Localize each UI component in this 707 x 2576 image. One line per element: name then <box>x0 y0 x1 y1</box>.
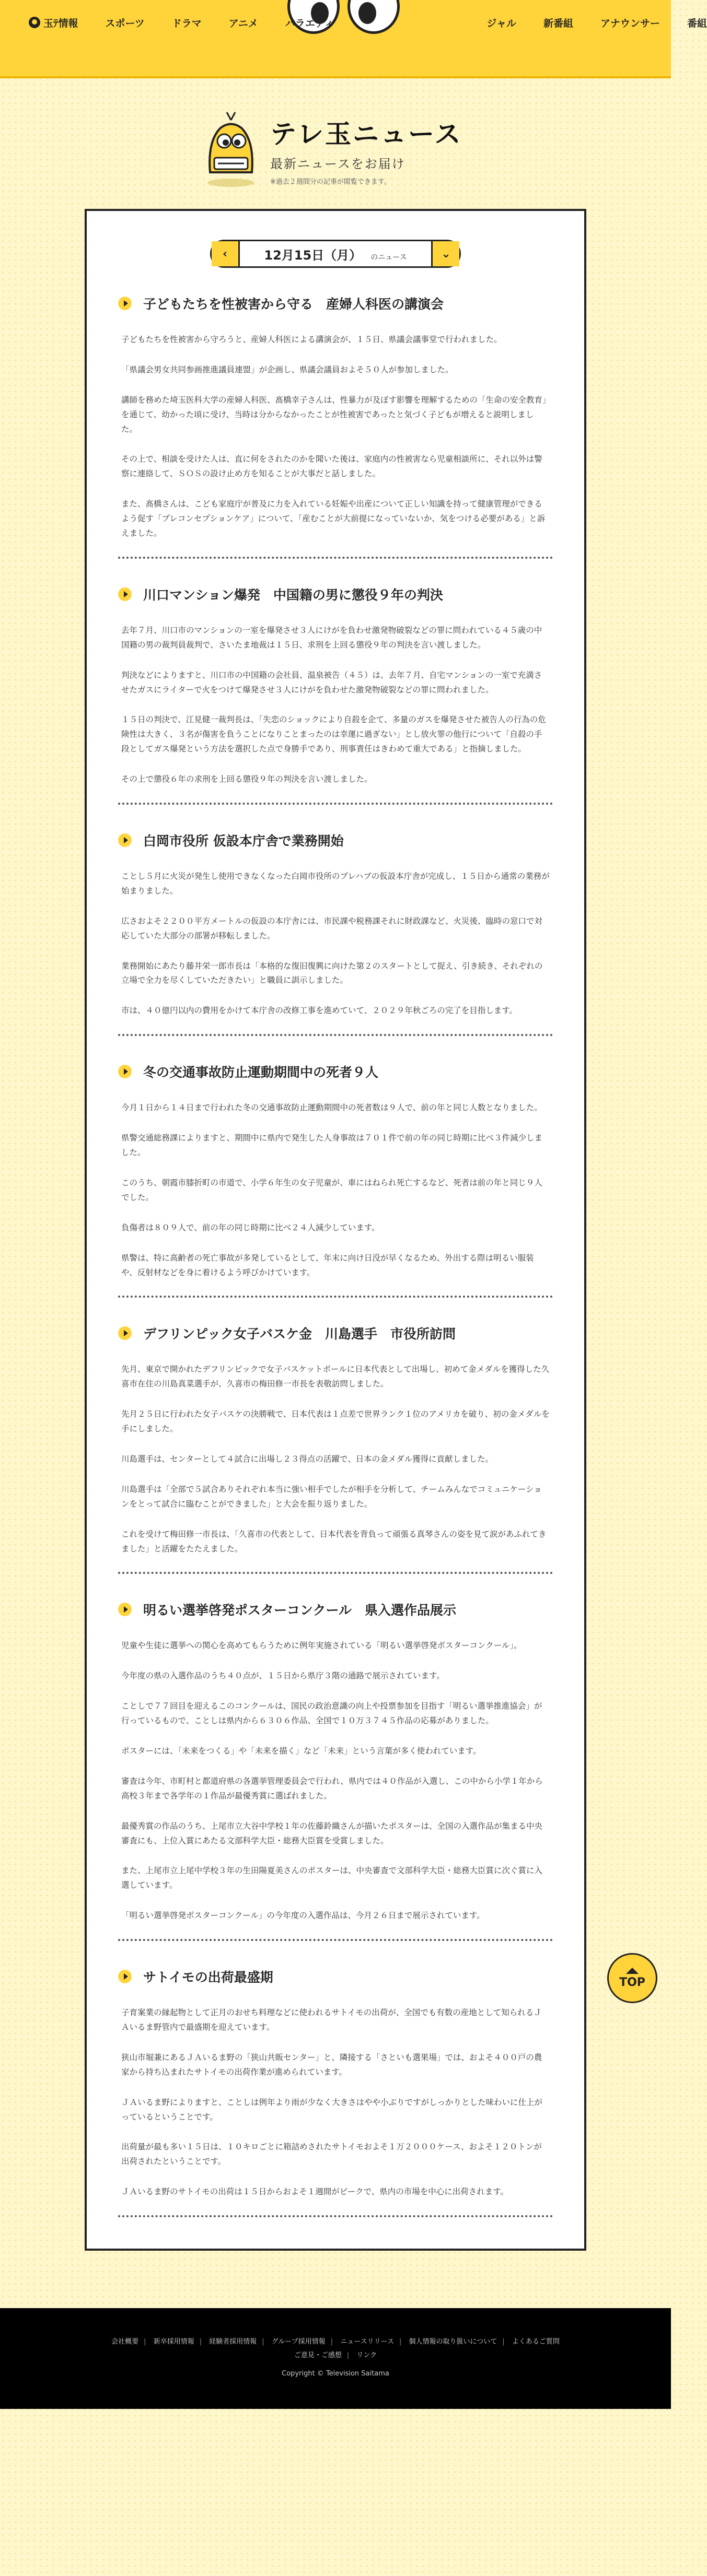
news-article <box>118 1600 553 1941</box>
footer-link-privacy[interactable]: 個人情報の取り扱いについて <box>409 2338 497 2346</box>
date-selector <box>210 240 461 268</box>
news-article <box>118 1324 553 1574</box>
article-title-text: サトイモの出荷最盛期 <box>143 1970 273 1985</box>
footer-link-group[interactable]: グループ採用情報 <box>271 2338 326 2346</box>
play-bullet-icon <box>118 1326 132 1340</box>
footer-link-company[interactable]: 会社概要 <box>111 2338 139 2346</box>
article-paragraph: これを受けて梅田修一市長は、「久喜市の代表として、日本代表を背負って頑張る真琴さんの姿を見て涙があふれてきました」と活躍をたたえました。 <box>121 1529 547 1554</box>
article-title-text: デフリンピック女子バスケ金 川島選手 市役所訪問 <box>143 1326 456 1342</box>
article-paragraph: 今年度の県の入選作品のうち４０点が、１５日から県庁３階の通路で展示されています。 <box>121 1671 445 1681</box>
footer-links: 会社概要 | 新卒採用情報 | 経験者採用情報 | グループ採用情報 | ニュースリリース | 個人情報の取り扱いについて | よくあるご質問 ご意見・ご感想 | リンク <box>111 2338 560 2360</box>
nav-item-sports[interactable]: スポーツ <box>105 17 145 29</box>
footer-link-feedback[interactable]: ご意見・ご感想 <box>294 2351 342 2360</box>
article-divider <box>118 803 553 805</box>
article-title <box>118 294 553 313</box>
nav-item-newprog[interactable]: 新番組 <box>543 17 573 29</box>
nav-item-home[interactable] <box>29 16 78 30</box>
article-paragraph: 最優秀賞の作品のうち、上尾市立大谷中学校１年の佐藤鈴織さんが描いたポスターは、全国の入選作品が集まる中央審査にも、上位入賞にあたる文部科学大臣・総務大臣賞を受賞しました。 <box>121 1821 543 1845</box>
news-article <box>118 1967 553 2217</box>
nav-item-event[interactable]: 番組 <box>687 17 707 29</box>
news-article <box>118 1062 553 1298</box>
article-paragraph: ＪＡいるま野によりますと、ことしは例年より雨が少なく大きさはやや小ぶりですがしっかりとした味わいに仕上がっているということです。 <box>121 2097 543 2122</box>
article-paragraph: 県警交通総務課によりますと、期間中に県内で発生した人身事故は７０１件で前の年の同じ時期に比べ３件減少しました。 <box>121 1133 543 1158</box>
global-nav <box>0 9 707 36</box>
article-paragraph: ことし５月に火災が発生し使用できなくなった白岡市役所のプレハブの仮設本庁舎が完成し、１５日から通常の業務が始まりました。 <box>121 872 550 896</box>
footer-link-faq[interactable]: よくあるご質問 <box>512 2338 560 2346</box>
article-paragraph: 業務開始にあたり藤井栄一郎市長は「本格的な復旧復興に向けた第２のスタートとして捉え、引き続き、それぞれの立場で全力を尽くしていただきたい」と職員に訓示しました。 <box>121 961 543 985</box>
arrow-up-icon <box>626 1968 639 1974</box>
article-paragraph: 児童や生徒に選挙への関心を高めてもらうために例年実施されている「明るい選挙啓発ポスターコンクール」。 <box>121 1641 522 1651</box>
article-title <box>118 1062 553 1081</box>
article-paragraph: 「明るい選挙啓発ポスターコンクール」の今年度の入選作品は、今月２６日まで展示されています。 <box>121 1911 485 1921</box>
header-wave-decoration <box>0 63 671 78</box>
article-title-text: 明るい選挙啓発ポスターコンクール 県入選作品展示 <box>143 1603 457 1618</box>
home-logo-icon <box>29 17 40 28</box>
article-title <box>118 1600 553 1619</box>
article-title <box>118 1967 553 1986</box>
article-paragraph: 子どもたちを性被害から守ろうと、産婦人科医による講演会が、１５日、県議会議事堂で行われました。 <box>121 335 502 344</box>
article-title-text: 子どもたちを性被害から守る 産婦人科医の講演会 <box>143 297 444 312</box>
article-paragraph: 出荷量が最も多い１５日は、１０キロごとに箱詰めされたサトイモおよそ１万２０００ケース、およそ１２０トンが出荷されたということです。 <box>121 2142 542 2167</box>
chevron-down-icon: ⌄ <box>441 247 451 261</box>
site-header <box>0 0 707 78</box>
article-title <box>118 831 553 850</box>
article-divider <box>118 1939 553 1941</box>
article-paragraph: 狭山市堀兼にあるＪＡいるま野の「狭山共販センター」と、隣接する「さといも選果場」では、およそ４００戸の農家から持ち込まれたサトイモの出荷作業が進められています。 <box>121 2052 542 2077</box>
article-paragraph: 広さおよそ２２００平方メートルの仮設の本庁舎には、市民課や税務課それに財政課など、火災後、臨時の窓口で対応していた大部分の部署が移転しました。 <box>121 916 543 940</box>
article-paragraph: 先月、東京で開かれたデフリンピックで女子バスケットボールに日本代表として出場し、初めて金メダルを獲得した久喜市在住の川島真菜選手が、久喜市の梅田修一市長を表敬訪問しました。 <box>121 1365 550 1389</box>
article-paragraph: 川島選手は、センターとして４試合に出場し２３得点の活躍で、日本の金メダル獲得に貢献しました。 <box>121 1454 494 1464</box>
article-paragraph: 今月１日から１４日まで行われた冬の交通事故防止運動期間中の死者数は９人で、前の年と同じ人数となりました。 <box>121 1103 542 1113</box>
article-title-text: 白岡市役所 仮設本庁舎で業務開始 <box>143 833 344 849</box>
article-paragraph: 「県議会男女共同参画推進議員連盟」が企画し、県議会議員およそ５０人が参加しました。 <box>121 364 454 374</box>
nav-item-genre[interactable]: ジャル <box>486 17 516 29</box>
article-paragraph: 県警は、特に高齢者の死亡事故が多発しているとして、年末に向け日没が早くなるため、外出する際は明るい服装や、反射材などを身に着けるよう呼びかけています。 <box>121 1253 534 1277</box>
nav-item-drama[interactable]: ドラマ <box>171 17 202 29</box>
play-bullet-icon <box>118 1065 132 1078</box>
article-paragraph: また、髙橋さんは、こども家庭庁が普及に力を入れている妊娠や出産について正しい知識を持って健康管理ができるよう促す「プレコンセプションケア」について、「産むことが大前提になっていないか、気をつける必要がある」と訴えました。 <box>121 499 546 538</box>
article-title <box>118 585 553 604</box>
date-suffix-label: のニュース <box>370 253 407 262</box>
page-title: テレ玉ニュース <box>270 119 462 149</box>
page-title-block <box>200 110 471 198</box>
play-bullet-icon <box>118 1603 132 1616</box>
article-paragraph: 審査は今年、市町村と都道府県の各選挙管理委員会で行われ、県内では４０作品が入選し、この中から小学１年から高校３年まで各学年の１作品が最優秀賞に選ばれました。 <box>121 1776 543 1801</box>
current-date-label: 12月15日（月） <box>264 248 362 263</box>
play-bullet-icon <box>118 297 132 310</box>
news-mascot-icon <box>200 110 262 188</box>
footer-link-links[interactable]: リンク <box>356 2351 377 2360</box>
top-button-label: TOP <box>619 1975 645 1989</box>
article-paragraph: 負傷者は８０９人で、前の年の同じ時期に比べ２４人減少しています。 <box>121 1222 380 1232</box>
article-paragraph: その上で懲役６年の求刑を上回る懲役９年の判決を言い渡しました。 <box>121 774 373 784</box>
news-article <box>118 294 553 559</box>
play-bullet-icon <box>118 1970 132 1983</box>
copyright-text: Copyright © Television Saitama <box>282 2370 389 2378</box>
article-paragraph: 子育案業の縁起物として正月のおせち料理などに使われるサトイモの出荷が、全国でも有数の産地として知られるＪＡいるま野管内で最盛期を迎えています。 <box>121 2008 542 2032</box>
nav-item-anime[interactable]: アニメ <box>228 17 258 29</box>
nav-item-label: 玉ﾃ情報 <box>43 17 78 29</box>
article-divider <box>118 1572 553 1574</box>
back-to-top-button[interactable] <box>607 1953 657 2003</box>
chevron-left-icon: ‹ <box>222 247 228 261</box>
date-display <box>240 245 431 263</box>
news-main-box <box>85 209 586 2251</box>
site-footer <box>0 2308 671 2409</box>
play-bullet-icon <box>118 833 132 847</box>
article-paragraph: １５日の判決で、江見健一裁判長は、「失恋のショックにより自殺を企て、多量のガスを爆発させた被告人の行為の危険性は大きく、３名が傷害を負うことになりことまったのは幸運に過ぎない」とし放火罪の他行について「自殺の手段としてガス爆発という方法を選択した点で身勝手であり、刑事責任はきわめて重大である」と指摘しました。 <box>121 715 546 754</box>
article-paragraph: ポスターには、「未来をつくる」や「未来を描く」など「未来」という言葉が多く使われています。 <box>121 1746 481 1756</box>
article-paragraph: 講師を務めた埼玉医科大学の産婦人科医、髙橋幸子さんは、性暴力が及ぼす影響を理解するための「生命の安全教育」を通じて、幼かった頃に受け、当時は分からなかったことが性被害であったと気づく子どもが増えると説明しました。 <box>121 395 547 434</box>
nav-item-variety[interactable]: バラエティ <box>285 17 334 29</box>
article-paragraph: 市は、４０億円以内の費用をかけて本庁舎の改修工事を進めていて、２０２９年秋ごろの完了を目指します。 <box>121 1006 517 1016</box>
title-text <box>270 121 462 186</box>
play-bullet-icon <box>118 587 132 601</box>
footer-link-experienced[interactable]: 経験者採用情報 <box>209 2338 257 2346</box>
article-paragraph: その上で、相談を受けた人は、直に何をされたのかを聞いた後は、家庭内の性被害なら児童相談所に、それ以外は警察に連絡して、ＳＯＳの設け止め方を知ることが大事だと話しました。 <box>121 454 542 479</box>
article-title <box>118 1324 553 1343</box>
article-divider <box>118 557 553 559</box>
article-paragraph: また、上尾市立上尾中学校３年の生田陽夏美さんのポスターは、中央審査で文部科学大臣・総務大臣賞に次ぐ賞に入選しています。 <box>121 1866 543 1890</box>
article-title-text: 川口マンション爆発 中国籍の男に懲役９年の判決 <box>143 587 443 603</box>
nav-item-announcer[interactable]: アナウンサー <box>600 17 660 29</box>
news-article <box>118 585 553 805</box>
article-paragraph: ことしで７７回目を迎えるこのコンクールは、国民の政治意識の向上や投票参加を目指す「明るい選挙推進協会」が行っているもので、ことしは県内から６３０６作品、全国で１０万３７４５作品の応募がありました。 <box>121 1701 542 1726</box>
article-divider <box>118 1296 553 1298</box>
previous-date-button[interactable] <box>212 241 240 266</box>
article-paragraph: このうち、朝霞市膝折町の市道で、小学６年生の女子児童が、車にはねられ死亡するなど、死者は前の年と同じ９人でした。 <box>121 1178 542 1202</box>
article-paragraph: 川島選手は「全部で５試合ありそれぞれ本当に強い相手でしたが相手を分析して、チームみんなでコミュニケーションをとって試合に臨むことができました」と大会を振り返りました。 <box>121 1484 542 1509</box>
archive-note: ※過去２週間分の記事が閲覧できます。 <box>270 178 391 186</box>
next-date-button[interactable] <box>431 241 459 266</box>
news-article <box>118 831 553 1036</box>
footer-link-new-grad[interactable]: 新卒採用情報 <box>153 2338 194 2346</box>
article-divider <box>118 2215 553 2217</box>
article-paragraph: 去年７月、川口市のマンションの一室を爆発させ３人にけがを負わせ激発物破裂などの罪に問われている４５歳の中国籍の男の裁判員裁判で、さいたま地裁は１５日、求刑を上回る懲役９年の判決を言い渡しました。 <box>121 625 542 650</box>
article-paragraph: 判決などによりますと、川口市の中国籍の会社員、温泉被告（４５）は、去年７月、自宅マンションの一室で充満させたガスにライターで火をつけて爆発させ３人にけがを負わせた激発物破裂などの罪に問われました。 <box>121 670 542 695</box>
article-paragraph: ＪＡいるま野のサトイモの出荷は１５日からおよそ１週間がピークで、県内の市場を中心に出荷されます。 <box>121 2187 509 2197</box>
footer-link-news-release[interactable]: ニュースリリース <box>340 2338 394 2346</box>
article-divider <box>118 1034 553 1036</box>
page-subtitle: 最新ニュースをお届け <box>270 157 405 171</box>
article-paragraph: 先月２５日に行われた女子バスケの決勝戦で、日本代表は１点差で世界ランク１位のアメリカを破り、初の金メダルを手にしました。 <box>121 1409 550 1434</box>
article-title-text: 冬の交通事故防止運動期間中の死者９人 <box>143 1065 379 1080</box>
